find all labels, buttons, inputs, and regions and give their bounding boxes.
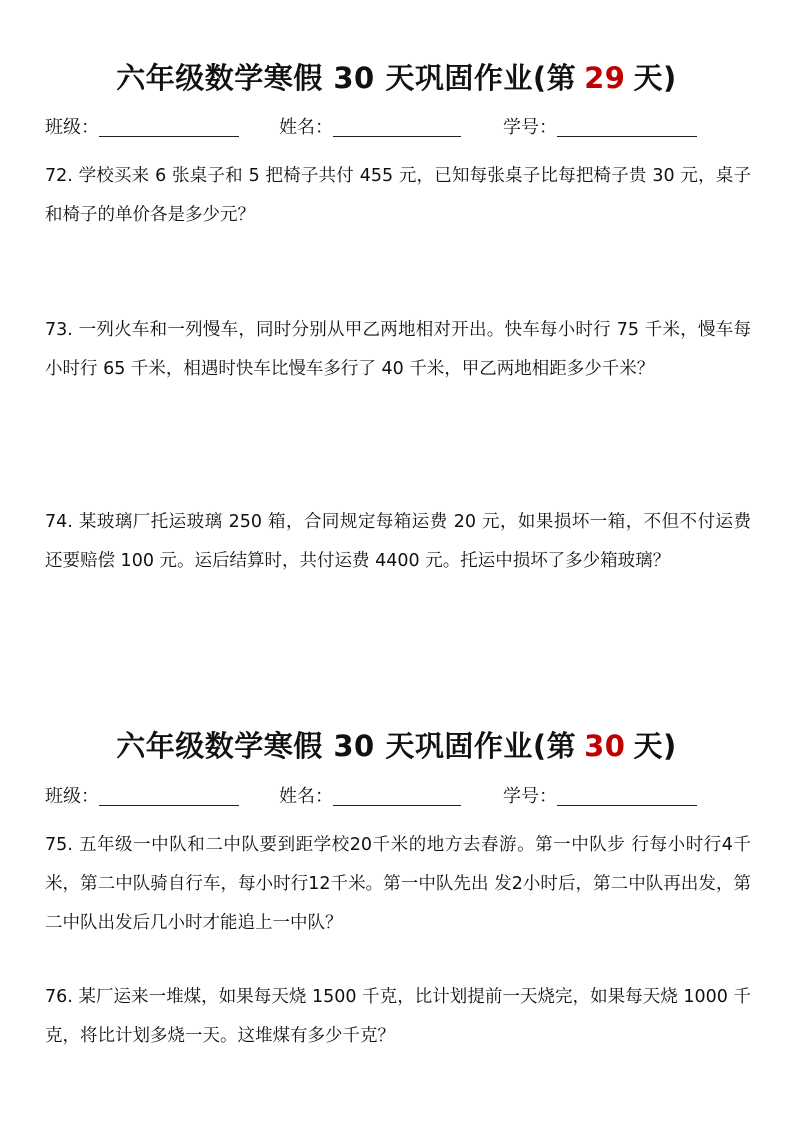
worksheet-title-day-29: [0, 58, 793, 98]
title-suffix: 天): [633, 729, 677, 763]
class-field[interactable]: [45, 782, 239, 812]
question-76: 76. 某厂运来一堆煤，如果每天烧 1500 千克，比计划提前一天烧完，如果每天烧 1000 千克，将比计划多烧一天。这堆煤有多少千克？: [45, 987, 751, 1046]
id-field[interactable]: [503, 113, 697, 143]
class-blank[interactable]: [99, 116, 239, 137]
title-prefix: 六年级数学寒假 30 天巩固作业(第: [116, 729, 577, 763]
id-field[interactable]: [503, 782, 697, 812]
title-suffix: 天): [633, 61, 677, 95]
student-info-row: [45, 782, 755, 812]
class-field[interactable]: [45, 113, 239, 143]
class-blank[interactable]: [99, 785, 239, 806]
name-field[interactable]: [279, 113, 461, 143]
name-blank[interactable]: [333, 116, 461, 137]
day-number: 30: [584, 729, 626, 763]
question-75: 75. 五年级一中队和二中队要到距学校20千米的地方去春游。第一中队步 行每小时行4千米，第二中队骑自行车，每小时行12千米。第一中队先出 发2小时后，第二中队再出发，第二中队出发后几小时才能追上一中队？: [45, 835, 751, 933]
id-blank[interactable]: [557, 785, 697, 806]
day-number: 29: [584, 61, 626, 95]
title-prefix: 六年级数学寒假 30 天巩固作业(第: [116, 61, 577, 95]
question-73: 73. 一列火车和一列慢车，同时分别从甲乙两地相对开出。快车每小时行 75 千米，慢车每小时行 65 千米，相遇时快车比慢车多行了 40 千米，甲乙两地相距多少千米？: [45, 320, 751, 379]
student-info-row: [45, 113, 755, 143]
id-label: 学号：: [503, 786, 557, 807]
worksheet-title-day-30: [0, 726, 793, 766]
name-blank[interactable]: [333, 785, 461, 806]
id-label: 学号：: [503, 117, 557, 138]
question-72: 72. 学校买来 6 张桌子和 5 把椅子共付 455 元，已知每张桌子比每把椅子贵 30 元，桌子和椅子的单价各是多少元？: [45, 166, 751, 225]
name-field[interactable]: [279, 782, 461, 812]
class-label: 班级：: [45, 117, 99, 138]
class-label: 班级：: [45, 786, 99, 807]
name-label: 姓名：: [279, 786, 333, 807]
name-label: 姓名：: [279, 117, 333, 138]
question-74: 74. 某玻璃厂托运玻璃 250 箱，合同规定每箱运费 20 元，如果损坏一箱，不但不付运费还要赔偿 100 元。运后结算时，共付运费 4400 元。托运中损坏了多少箱玻璃？: [45, 512, 751, 571]
id-blank[interactable]: [557, 116, 697, 137]
